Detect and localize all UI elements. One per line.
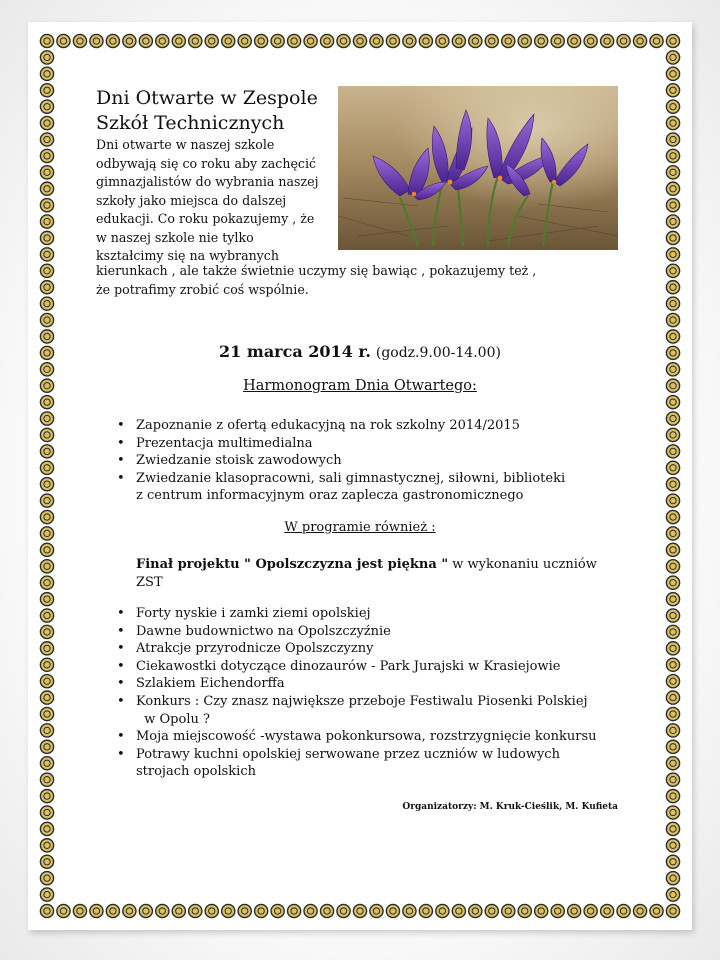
intro-line: że potrafimy zrobić coś wspólnie.: [96, 281, 309, 297]
bullet-icon: •: [117, 418, 125, 433]
bullet-icon: •: [117, 623, 125, 639]
list-item: [114, 417, 584, 435]
list-item-line: Moja miejscowość -wystawa pokonkursowa, rozstrzygnięcie konkursu: [136, 729, 597, 745]
bullet-icon: •: [117, 470, 125, 486]
list-item: [114, 640, 614, 658]
list-item-line: Prezentacja multimedialna: [136, 435, 313, 451]
bullet-icon: •: [117, 606, 125, 621]
intro-line: gimnazjalistów do wybrania naszej: [96, 174, 319, 189]
list-item-line: Zwiedzanie stoisk zawodowych: [136, 453, 342, 469]
date-main: 21 marca 2014 r.: [219, 342, 371, 361]
bullet-icon: •: [117, 658, 125, 674]
event-date: [0, 342, 720, 361]
title-line: Dni Otwarte w Zespole: [96, 87, 318, 109]
list-item-line: Zapoznanie z ofertą edukacyjną na rok szkolny 2014/2015: [136, 418, 520, 433]
list-item-line: Szlakiem Eichendorffa: [136, 676, 285, 692]
bullet-icon: •: [117, 729, 125, 745]
bullet-icon: •: [117, 676, 125, 692]
bullet-icon: •: [117, 453, 125, 469]
title-line: Szkół Technicznych: [96, 112, 285, 134]
event-hours: (godz.9.00-14.00): [375, 345, 501, 361]
intro-paragraph: [96, 136, 340, 266]
list-item: [114, 605, 614, 623]
project-final-line2: ZST: [136, 575, 163, 590]
intro-line: Dni otwarte w naszej szkole: [96, 137, 275, 152]
organizers: Organizatorzy: M. Kruk-Cieślik, M. Kufieta: [402, 802, 618, 812]
intro-paragraph-continued: [96, 262, 566, 299]
bullet-icon: •: [117, 641, 125, 657]
project-final-rest: w wykonaniu uczniów: [448, 557, 597, 572]
list-item: [114, 675, 614, 693]
program-list: [114, 605, 614, 781]
list-item: [114, 452, 584, 470]
list-item: [114, 746, 614, 781]
intro-line: w naszej szkole nie tylko: [96, 229, 254, 245]
bullet-icon: •: [117, 693, 125, 709]
intro-line: kierunkach , ale także świetnie uczymy się bawiąc , pokazujemy też ,: [96, 263, 537, 278]
intro-line: odbywają się co roku aby zachęcić: [96, 155, 317, 171]
intro-line: szkoły jako miejsca do dalszej: [96, 192, 287, 208]
list-item-line: Dawne budownictwo na Opolszczyźnie: [136, 623, 391, 639]
list-item-line: Atrakcje przyrodnicze Opolszczyzny: [136, 641, 374, 657]
list-item: [114, 658, 614, 676]
intro-line: edukacji. Co roku pokazujemy , że: [96, 211, 315, 226]
schedule-list: [114, 417, 584, 505]
page-title: [96, 86, 356, 136]
project-final: [136, 556, 606, 592]
list-item-line: Konkurs : Czy znasz największe przeboje Festiwalu Piosenki Polskiej: [136, 693, 588, 709]
crocus-flowers-photo: [338, 86, 618, 250]
list-item: [114, 693, 614, 728]
list-item-line: Zwiedzanie klasopracowni, sali gimnastycznej, siłowni, biblioteki: [136, 470, 566, 486]
list-item: [114, 435, 584, 453]
list-item-line: Ciekawostki dotyczące dinozaurów - Park Jurajski w Krasiejowie: [136, 658, 561, 674]
list-item-line: z centrum informacyjnym oraz zaplecza gastronomicznego: [136, 488, 524, 504]
list-item-line: strojach opolskich: [136, 764, 256, 780]
program-heading: W programie również :: [284, 520, 436, 535]
project-final-title: Finał projektu " Opolszczyzna jest piękna ": [136, 557, 449, 572]
list-item: [114, 623, 614, 641]
bullet-icon: •: [117, 746, 125, 762]
list-item-line: Potrawy kuchni opolskiej serwowane przez uczniów w ludowych: [136, 746, 560, 762]
intro-line: kształcimy się na wybranych: [96, 248, 279, 263]
list-item-line: w Opolu ?: [144, 711, 210, 727]
list-item: [114, 728, 614, 746]
list-item: [114, 470, 584, 505]
bullet-icon: •: [117, 435, 125, 451]
schedule-heading: Harmonogram Dnia Otwartego:: [243, 378, 477, 394]
list-item-line: Forty nyskie i zamki ziemi opolskiej: [136, 606, 371, 621]
